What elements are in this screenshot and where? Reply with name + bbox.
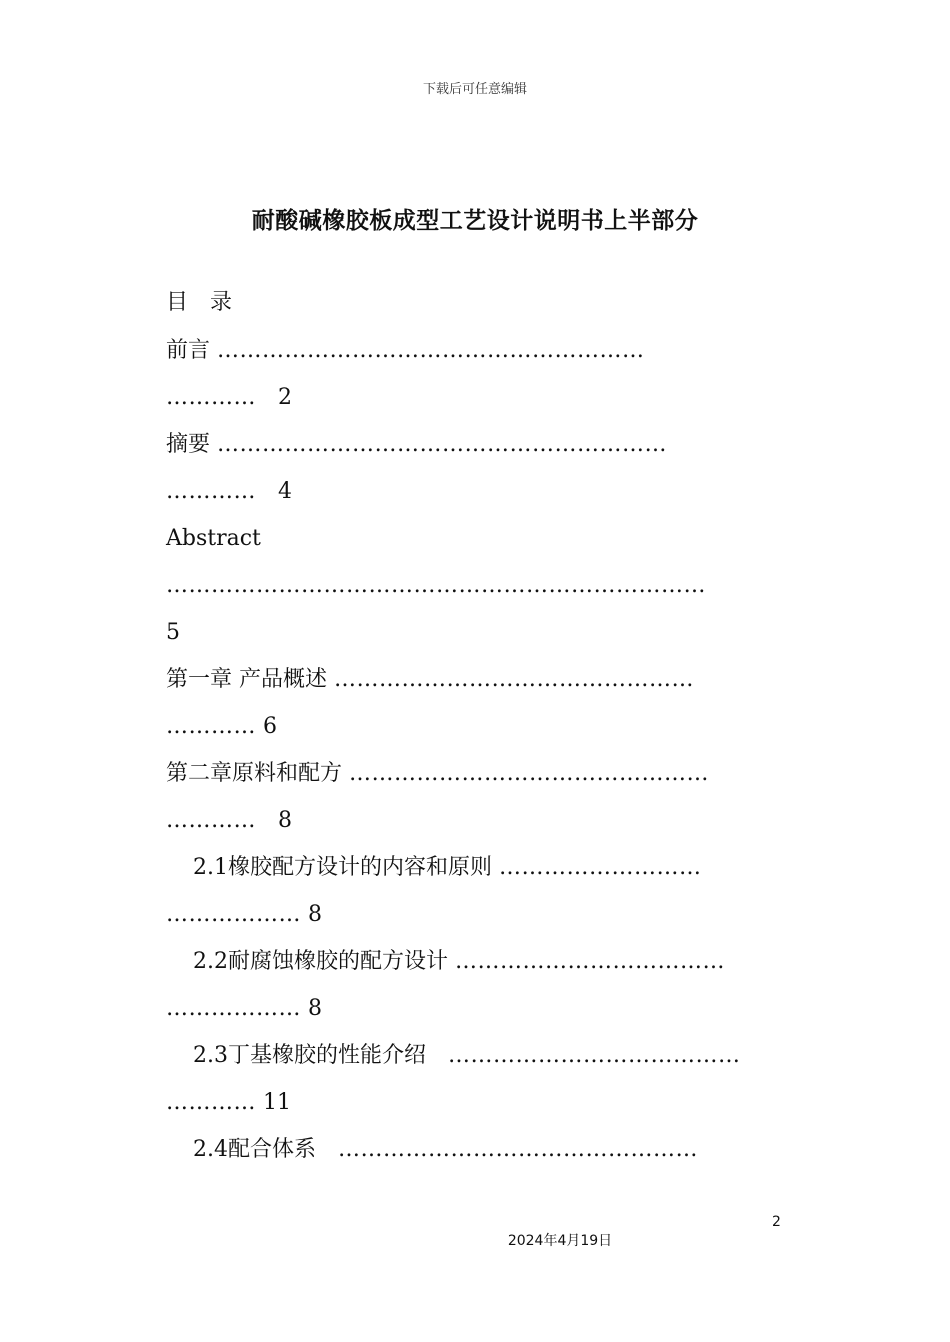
toc-entry-line (166, 665, 694, 695)
toc-entry-line (166, 712, 277, 742)
toc-leader-dots: ………………………………………… (334, 667, 694, 692)
toc-heading: 目 录 (166, 290, 233, 315)
toc-entry-line (166, 383, 292, 413)
toc-entry-line (166, 1088, 291, 1118)
toc-page-number: 5 (166, 620, 180, 645)
toc-entry-label: Abstract (166, 526, 261, 551)
toc-leader-dots: ……………… (166, 996, 301, 1021)
document-title: 耐酸碱橡胶板成型工艺设计说明书上半部分 (251, 207, 699, 234)
toc-entry-line (166, 994, 322, 1024)
toc-entry-line (166, 571, 706, 601)
toc-entry-label: 第二章原料和配方 (166, 761, 349, 786)
toc-leader-dots: ………… (166, 385, 256, 410)
toc-entry-line (166, 430, 667, 460)
toc-leader-dots: ………… (166, 714, 256, 739)
toc-entry-line (193, 1041, 741, 1071)
toc-leader-dots: ………………………………… (448, 1043, 741, 1068)
toc-page-number: 8 (301, 902, 322, 927)
header-note: 下载后可任意编辑 (422, 82, 527, 97)
toc-leader-dots: ……………………………………………………………… (166, 573, 706, 598)
toc-page-number: 4 (256, 479, 292, 504)
toc-entry-label: 2.1橡胶配方设计的内容和原则 (193, 855, 499, 880)
toc-entry-line (166, 477, 292, 507)
toc-entry-line (166, 900, 322, 930)
toc-page-number: 8 (256, 808, 292, 833)
toc-entry-line (193, 853, 701, 883)
toc-leader-dots: ………………………………………… (349, 761, 709, 786)
toc-page-number: 2 (256, 385, 292, 410)
toc-entry-line (166, 618, 180, 648)
toc-entry-line (166, 336, 645, 366)
toc-leader-dots: …………………………………………………… (217, 432, 667, 457)
toc-leader-dots: ………………………………………………… (217, 338, 645, 363)
toc-entry-label: 2.2耐腐蚀橡胶的配方设计 (193, 949, 455, 974)
toc-entry-line (166, 806, 292, 836)
toc-entry-line (193, 1135, 698, 1165)
toc-page-number: 11 (256, 1090, 291, 1115)
toc-leader-dots: ……………… (166, 902, 301, 927)
toc-entry-line (166, 524, 261, 554)
toc-leader-dots: ………… (166, 479, 256, 504)
page-number: 2 (772, 1214, 781, 1230)
toc-entry-label: 摘要 (166, 432, 217, 457)
toc-entry-label: 前言 (166, 338, 217, 363)
toc-page-number: 8 (301, 996, 322, 1021)
toc-leader-dots: ………… (166, 808, 256, 833)
toc-page-number: 6 (256, 714, 277, 739)
toc-entry-label: 2.3丁基橡胶的性能介绍 (193, 1043, 448, 1068)
toc-entry-label: 2.4配合体系 (193, 1137, 338, 1162)
toc-leader-dots: ………… (166, 1090, 256, 1115)
toc-entry-line (193, 947, 725, 977)
toc-leader-dots: ………………………………………… (338, 1137, 698, 1162)
toc-entry-line (166, 759, 709, 789)
toc-leader-dots: ……………………………… (454, 949, 725, 974)
footer-date: 2024年4月19日 (507, 1233, 613, 1249)
toc-entry-label: 第一章 产品概述 (166, 667, 334, 692)
toc-leader-dots: ……………………… (498, 855, 702, 880)
